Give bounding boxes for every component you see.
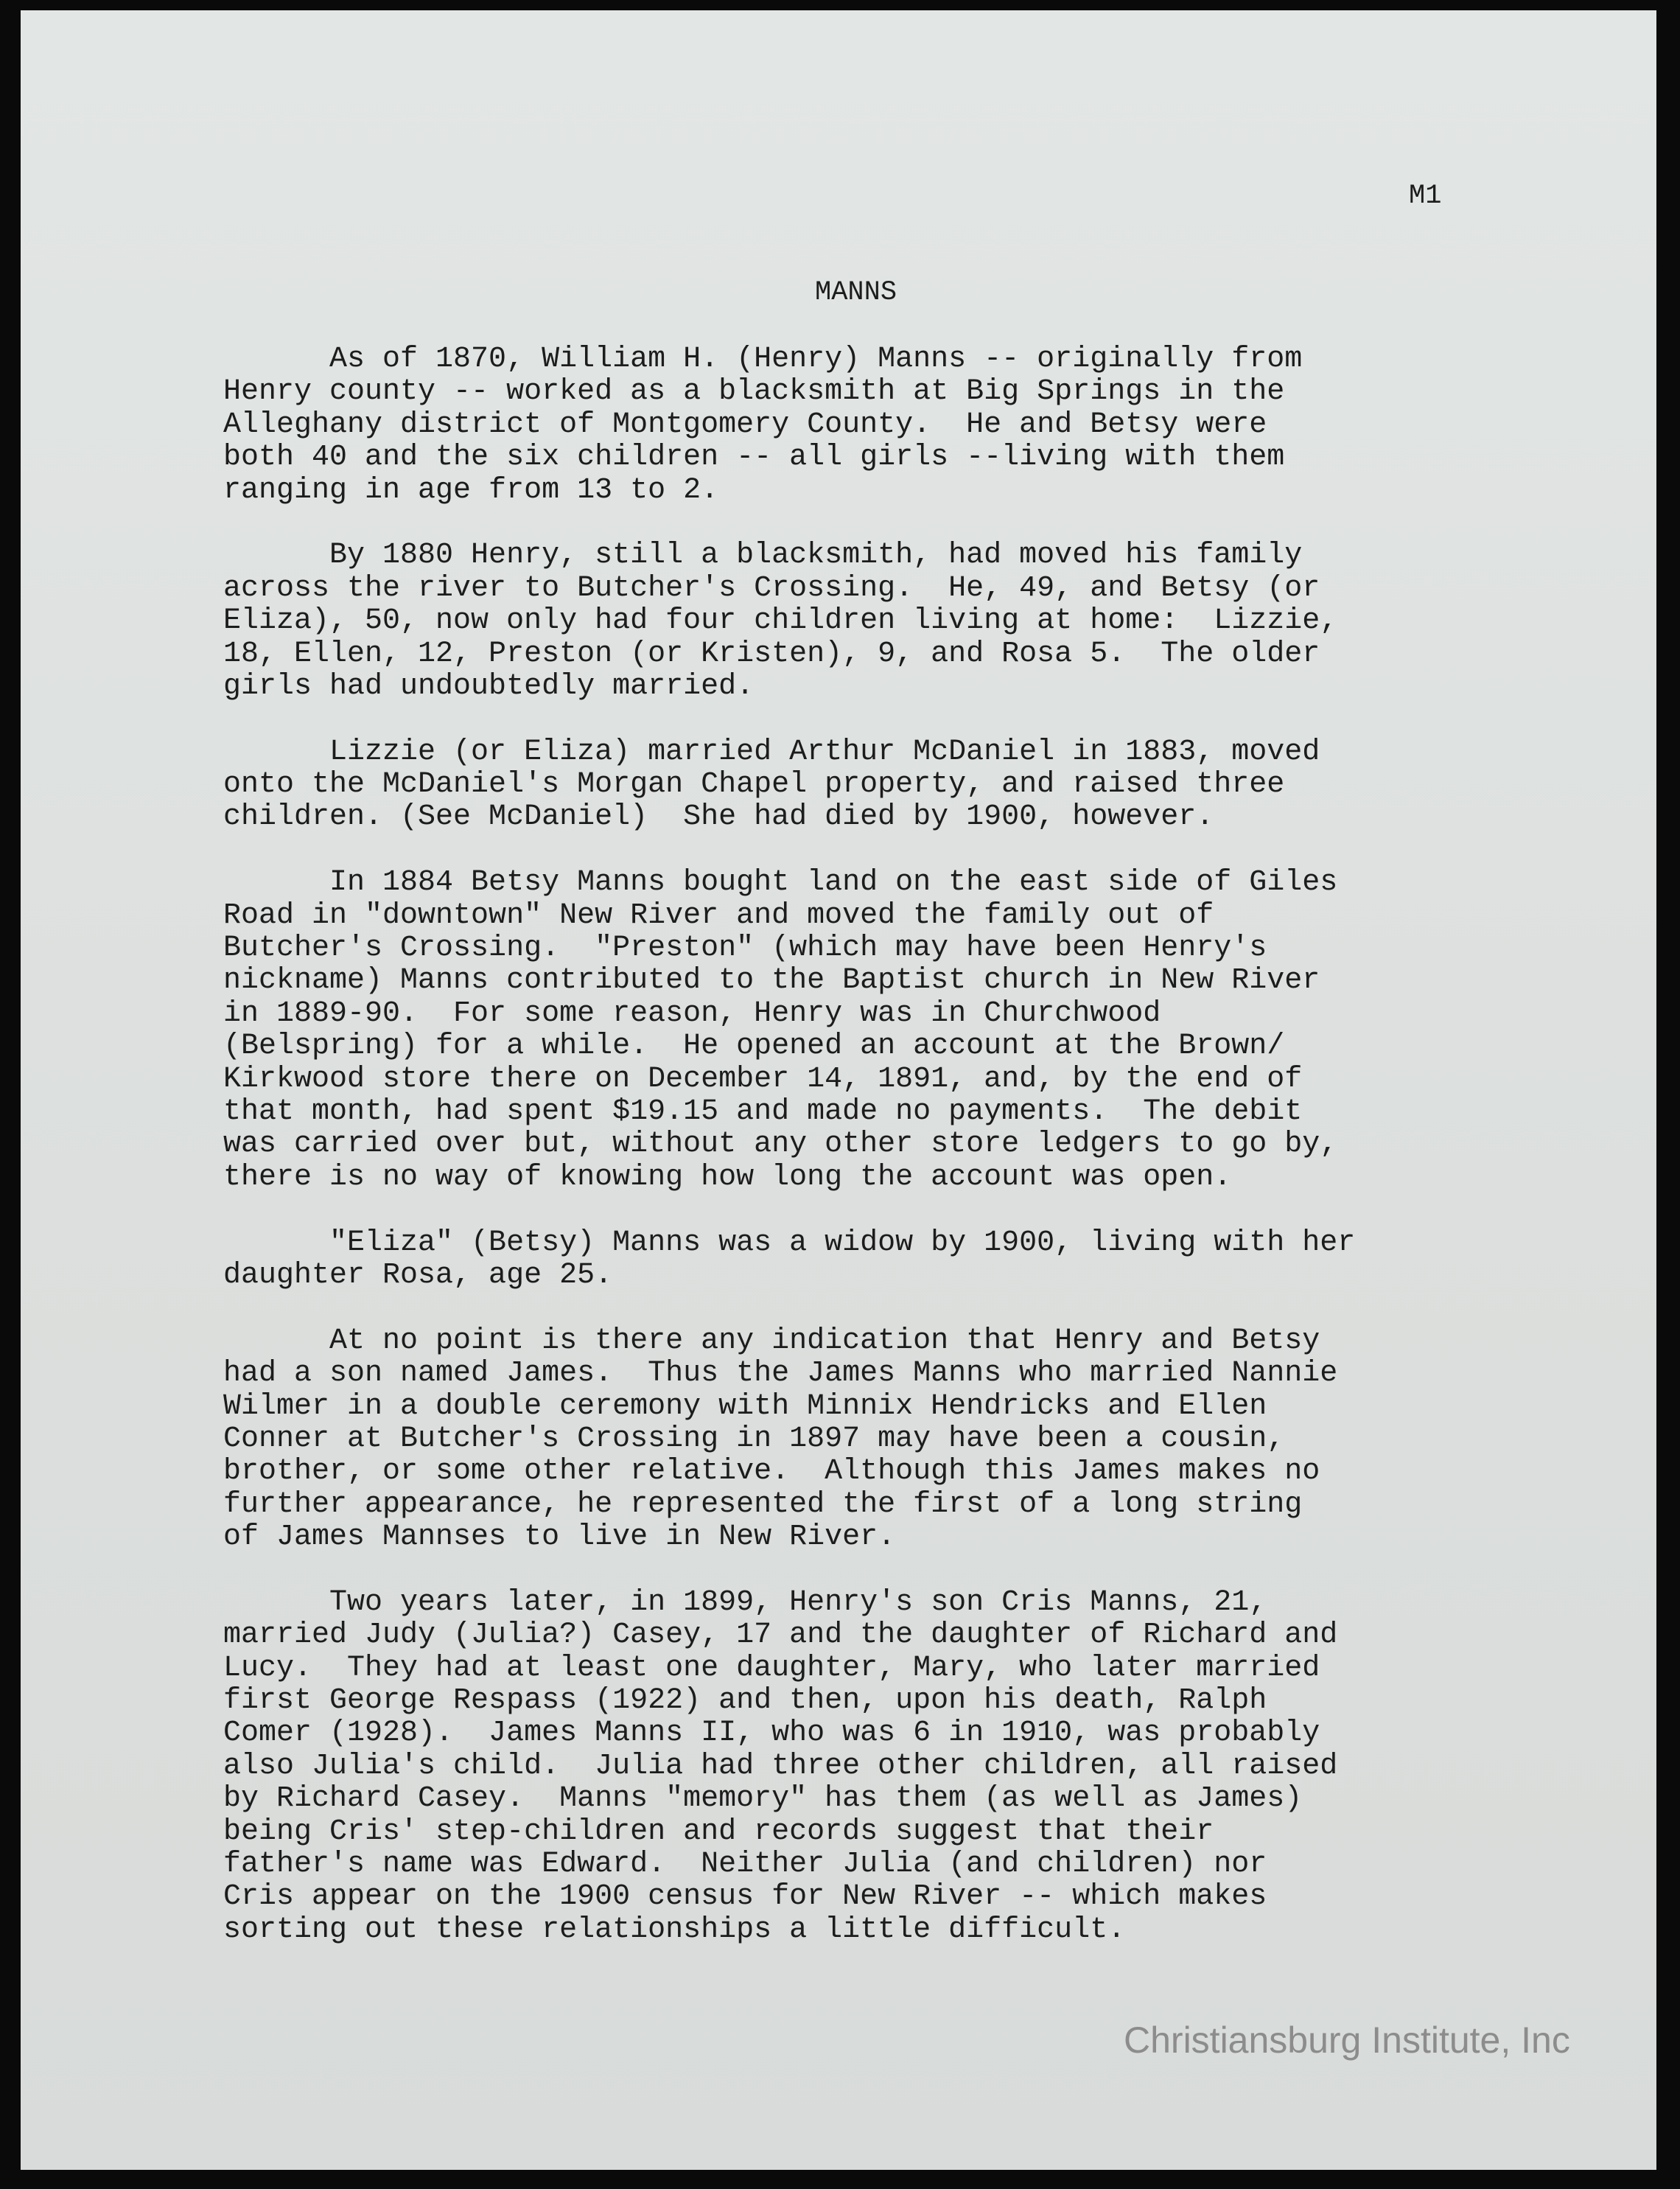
text-line: Lucy. They had at least one daughter, Mary, who later married [223,1651,1320,1685]
text-line: across the river to Butcher's Crossing. He, 49, and Betsy (or [223,571,1320,605]
text-line: further appearance, he represented the first of a long string [223,1487,1303,1521]
text-line: Comer (1928). James Manns II, who was 6 in 1910, was probably [223,1717,1320,1750]
text-line: Wilmer in a double ceremony with Minnix Hendricks and Ellen [223,1389,1267,1423]
text-line: Eliza), 50, now only had four children living at home: Lizzie, [223,604,1338,638]
text-line: was carried over but, without any other store ledgers to go by, [223,1128,1338,1162]
text-line: By 1880 Henry, still a blacksmith, had moved his family [223,539,1303,573]
text-line: Cris appear on the 1900 census for New River -- which makes [223,1880,1267,1914]
text-line: Alleghany district of Montgomery County. He and Betsy were [223,408,1267,441]
text-line: that month, had spent $19.15 and made no payments. The debit [223,1094,1303,1128]
paragraph [223,867,1550,1194]
text-line: Butcher's Crossing. "Preston" (which may have been Henry's [223,932,1267,966]
text-line: ranging in age from 13 to 2. [223,473,719,507]
text-line: "Eliza" (Betsy) Manns was a widow by 1900, living with her [223,1226,1356,1260]
text-line: nickname) Manns contributed to the Baptist church in New River [223,964,1320,998]
document-body [223,343,1550,1980]
text-line: of James Mannses to live in New River. [223,1521,896,1554]
paragraph [223,540,1550,703]
text-line: (Belspring) for a while. He opened an account at the Brown/ [223,1030,1285,1064]
text-line: being Cris' step-children and records suggest that their [223,1815,1214,1848]
paragraph [223,1227,1550,1293]
text-line: At no point is there any indication that Henry and Betsy [223,1324,1320,1358]
text-line: brother, or some other relative. Although this James makes no [223,1455,1320,1489]
text-line: both 40 and the six children -- all girls --living with them [223,441,1285,475]
document-title: MANNS [815,277,897,308]
text-line: by Richard Casey. Manns "memory" has them (as well as James) [223,1782,1303,1816]
watermark: Christiansburg Institute, Inc [1124,2019,1570,2061]
text-line: first George Respass (1922) and then, upon his death, Ralph [223,1684,1267,1718]
text-line: had a son named James. Thus the James Manns who married Nannie [223,1357,1338,1391]
text-line: sorting out these relationships a little difficult. [223,1913,1126,1947]
text-line: Henry county -- worked as a blacksmith at Big Springs in the [223,375,1285,409]
text-line: children. (See McDaniel) She had died by 1900, however. [223,800,1214,834]
paragraph [223,1325,1550,1554]
text-line: 18, Ellen, 12, Preston (or Kristen), 9, and Rosa 5. The older [223,637,1320,671]
text-line: Conner at Butcher's Crossing in 1897 may have been a cousin, [223,1422,1285,1456]
paragraph [223,1587,1550,1947]
text-line: girls had undoubtedly married. [223,669,755,703]
text-line: in 1889-90. For some reason, Henry was in Churchwood [223,996,1161,1030]
page-number: M1 [1409,181,1442,212]
paragraph [223,736,1550,834]
text-line: daughter Rosa, age 25. [223,1258,613,1292]
text-line: there is no way of knowing how long the account was open. [223,1160,1232,1194]
text-line: Two years later, in 1899, Henry's son Cris Manns, 21, [223,1585,1267,1619]
text-line: married Judy (Julia?) Casey, 17 and the daughter of Richard and [223,1619,1338,1652]
text-line: In 1884 Betsy Manns bought land on the east side of Giles [223,866,1338,900]
paragraph [223,343,1550,507]
text-line: also Julia's child. Julia had three other children, all raised [223,1749,1338,1783]
text-line: father's name was Edward. Neither Julia (and children) nor [223,1847,1267,1881]
text-line: Lizzie (or Eliza) married Arthur McDaniel in 1883, moved [223,735,1320,769]
text-line: Road in "downtown" New River and moved the family out of [223,898,1214,932]
text-line: onto the McDaniel's Morgan Chapel property, and raised three [223,768,1285,802]
text-line: Kirkwood store there on December 14, 1891, and, by the end of [223,1062,1303,1096]
text-line: As of 1870, William H. (Henry) Manns -- originally from [223,343,1303,376]
